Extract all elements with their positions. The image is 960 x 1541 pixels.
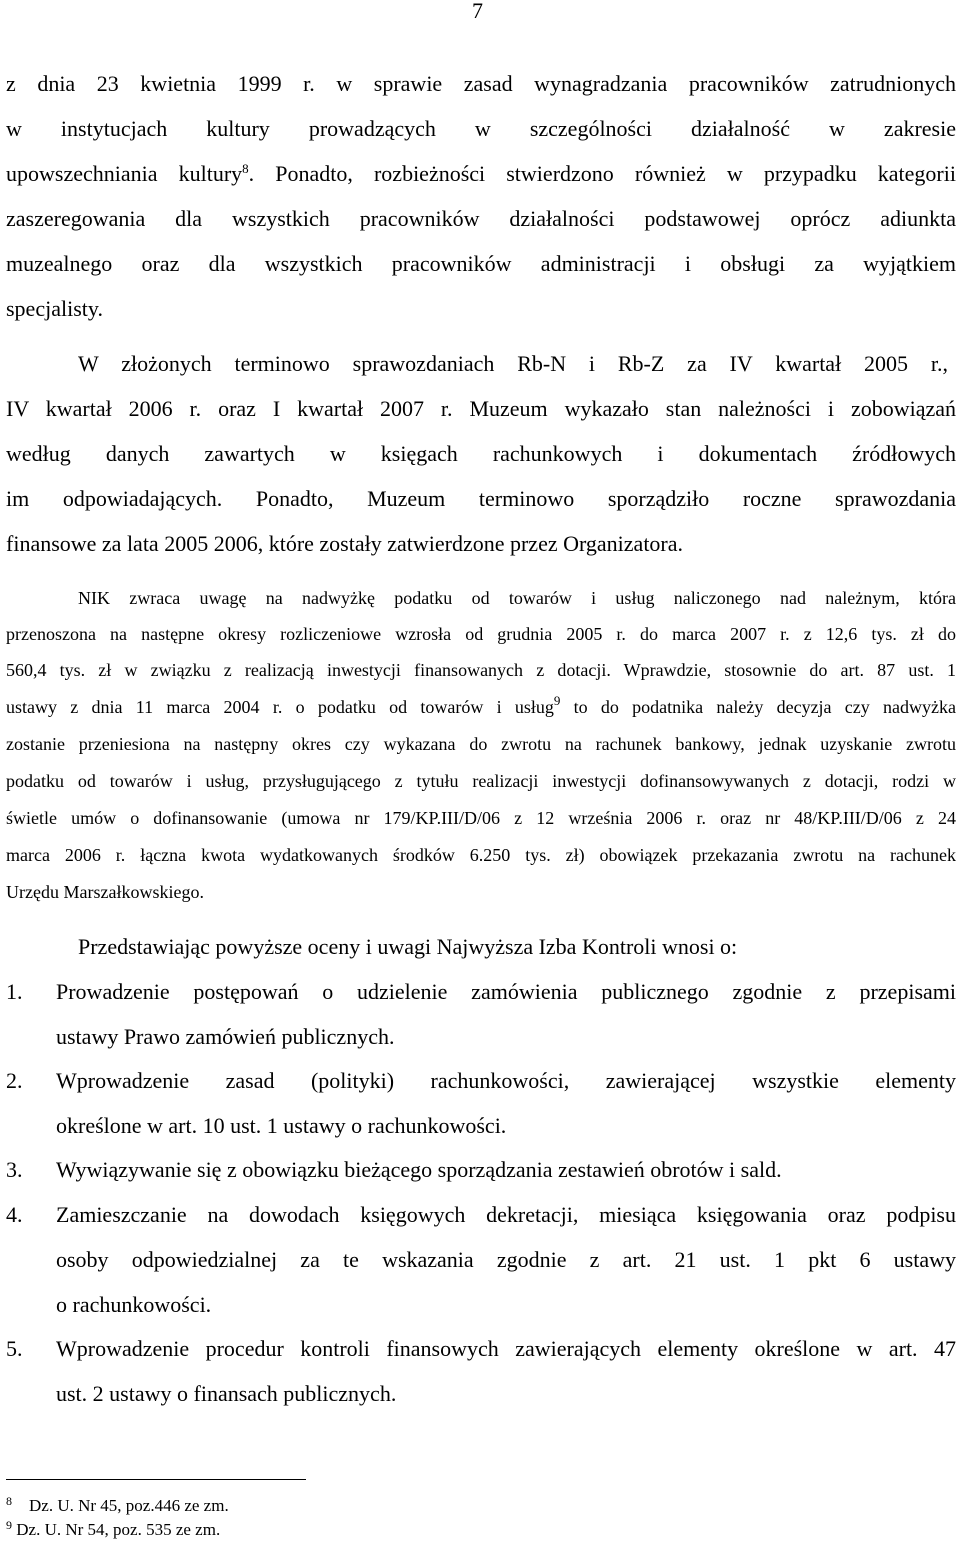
text-fragment: to do podatnika należy decyzja czy nadwyżka xyxy=(573,697,957,717)
page-number: 7 xyxy=(472,0,483,23)
text-line: przenoszona na następne okresy rozliczeniowe wzrosła od grudnia 2005 r. do marca 2007 r. z 12,6 tys. zł do xyxy=(6,624,956,644)
list-number: 3. xyxy=(6,1157,23,1182)
text-line: ust. 2 ustawy o finansach publicznych. xyxy=(56,1381,397,1406)
footnote-ref-9: 9 xyxy=(553,693,561,708)
text-line: IV kwartał 2006 r. oraz I kwartał 2007 r. Muzeum wykazało stan należności i zobowiązań xyxy=(6,396,956,421)
text-line: Zamieszczanie na dowodach księgowych dekretacji, miesiąca księgowania oraz podpisu xyxy=(56,1202,956,1227)
text-line: zostanie przeniesiona na następny okres czy wykazana do zwrotu na rachunek bankowy, jednak uzyskanie zwrotu xyxy=(6,734,956,754)
text-line: ustawy Prawo zamówień publicznych. xyxy=(56,1024,395,1049)
footnote-text: Dz. U. Nr 45, poz.446 ze zm. xyxy=(29,1496,229,1515)
text-line: w instytucjach kultury prowadzących w szczególności działalność w zakresie xyxy=(6,116,956,141)
text-line: Wywiązywanie się z obowiązku bieżącego sporządzania zestawień obrotów i sald. xyxy=(56,1157,782,1182)
footnote-9 xyxy=(6,1515,220,1540)
text-line xyxy=(6,160,956,188)
text-line: NIK zwraca uwagę na nadwyżkę podatku od towarów i usług naliczonego nad należnym, która xyxy=(78,588,956,608)
text-line: finansowe za lata 2005 2006, które zostały zatwierdzone przez Organizatora. xyxy=(6,531,684,556)
list-number: 1. xyxy=(6,979,23,1004)
text-line: według danych zawartych w księgach rachunkowych i dokumentach źródłowych xyxy=(6,441,956,466)
text-line xyxy=(6,695,956,719)
text-line: świetle umów o dofinansowanie (umowa nr 179/KP.III/D/06 z 12 września 2006 r. oraz nr 48/KP.III/D/06 z 24 xyxy=(6,808,956,828)
text-line: zaszeregowania dla wszystkich pracowników działalności podstawowej oprócz adiunkta xyxy=(6,206,956,231)
text-line: 560,4 tys. zł w związku z realizacją inwestycji finansowanych z dotacji. Wprawdzie, stosownie do art. 87 ust. 1 xyxy=(6,660,956,680)
footnote-8 xyxy=(6,1491,229,1516)
footnote-number: 8 xyxy=(6,1494,12,1508)
recommendations-intro: Przedstawiając powyższe oceny i uwagi Najwyższa Izba Kontroli wnosi o: xyxy=(78,934,738,959)
text-line: im odpowiadających. Ponadto, Muzeum terminowo sporządziło roczne sprawozdania xyxy=(6,486,956,511)
text-line: muzealnego oraz dla wszystkich pracowników administracji i obsługi za wyjątkiem xyxy=(6,251,956,276)
list-number: 5. xyxy=(6,1336,23,1361)
text-line: specjalisty. xyxy=(6,296,103,321)
text-line: z dnia 23 kwietnia 1999 r. w sprawie zasad wynagradzania pracowników zatrudnionych xyxy=(6,71,956,96)
text-line: osoby odpowiedzialnej za te wskazania zgodnie z art. 21 ust. 1 pkt 6 ustawy xyxy=(56,1247,956,1272)
text-line: określone w art. 10 ust. 1 ustawy o rachunkowości. xyxy=(56,1113,507,1138)
text-fragment: . Ponadto, rozbieżności stwierdzono również w przypadku kategorii xyxy=(248,161,956,186)
footnote-text: Dz. U. Nr 54, poz. 535 ze zm. xyxy=(16,1520,221,1539)
text-line: marca 2006 r. łączna kwota wydatkowanych środków 6.250 tys. zł) obowiązek przekazania zwrotu na rachunek xyxy=(6,845,956,865)
text-line: Wprowadzenie procedur kontroli finansowych zawierających elementy określone w art. 47 xyxy=(56,1336,956,1361)
list-number: 2. xyxy=(6,1068,23,1093)
text-fragment: upowszechniania kultury xyxy=(6,161,243,186)
text-line: Urzędu Marszałkowskiego. xyxy=(6,882,204,902)
text-line: podatku od towarów i usług, przysługującego z tytułu realizacji inwestycji dofinansowywanych z dotacji, rodzi w xyxy=(6,771,956,791)
list-number: 4. xyxy=(6,1202,23,1227)
text-line: Prowadzenie postępowań o udzielenie zamówienia publicznego zgodnie z przepisami xyxy=(56,979,956,1004)
footnote-number: 9 xyxy=(6,1518,12,1532)
text-line: o rachunkowości. xyxy=(56,1292,212,1317)
text-fragment: ustawy z dnia 11 marca 2004 r. o podatku od towarów i usług xyxy=(6,697,554,717)
text-line: W złożonych terminowo sprawozdaniach Rb-N i Rb-Z za IV kwartał 2005 r., xyxy=(78,351,948,376)
footnote-separator xyxy=(6,1479,306,1480)
footnote-ref-8: 8 xyxy=(242,161,249,176)
text-line: Wprowadzenie zasad (polityki) rachunkowości, zawierającej wszystkie elementy xyxy=(56,1068,956,1093)
